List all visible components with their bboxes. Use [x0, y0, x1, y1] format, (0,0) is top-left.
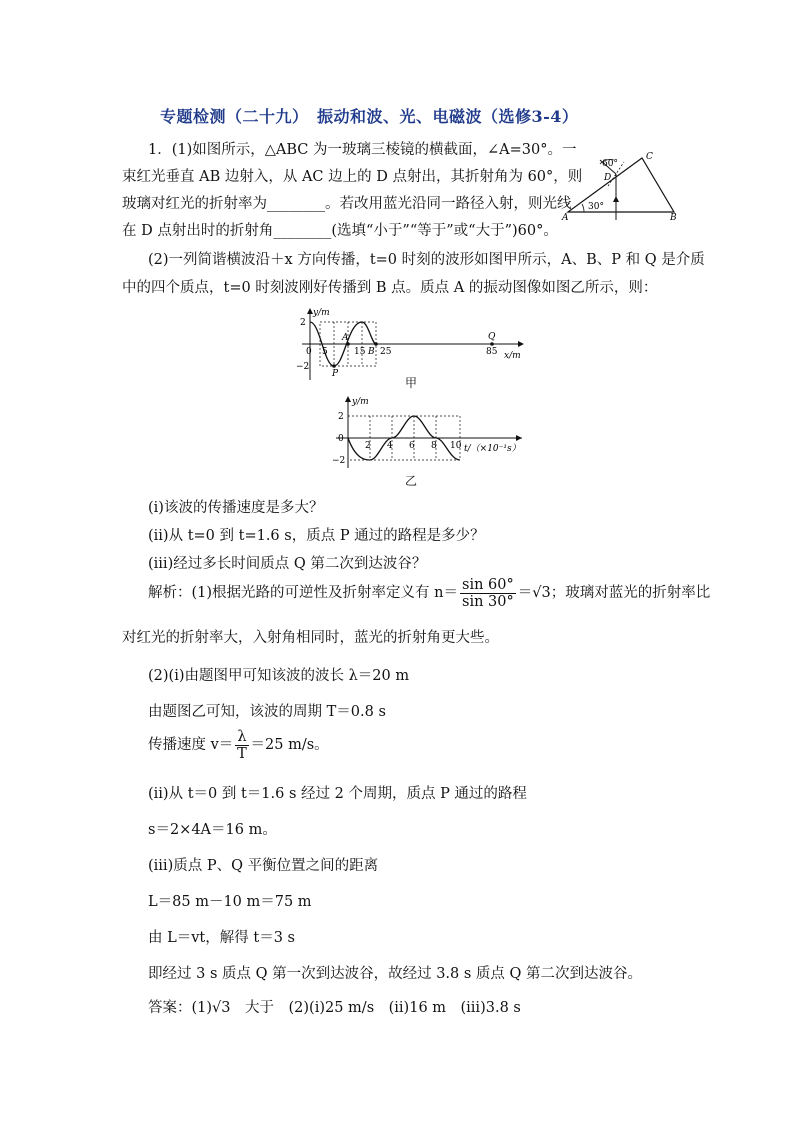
yi-ttick-8: 8 [431, 441, 437, 451]
jia-ytick-2: 2 [300, 318, 306, 328]
jia-xtick-15: 15 [354, 347, 366, 357]
yi-ytick-neg2: −2 [332, 456, 346, 466]
q1-line-2: 束红光垂直 AB 边射入，从 AC 边上的 D 点射出，其折射角为 60°，则 [122, 169, 583, 185]
yi-y-label: y/m [352, 397, 369, 407]
jia-xtick-5: 5 [322, 347, 328, 357]
fraction-lambda-num: λ [237, 728, 247, 745]
q1-line-6: 中的四个质点，t=0 时刻波刚好传播到 B 点。质点 A 的振动图像如图乙所示，则： [122, 280, 658, 296]
solution-line-9: 由 L＝vt，解得 t＝3 s [148, 930, 295, 946]
solution-line-8: L＝85 m－10 m＝75 m [148, 894, 312, 910]
fraction-lambda [235, 729, 248, 762]
solution-4-post: ＝25 m/s。 [250, 737, 329, 753]
jia-x-label: x/m [504, 351, 521, 361]
wave-figure-jia [296, 306, 526, 384]
answer-line: 答案：(1)√3 大于 (2)(ⅰ)25 m/s (ⅱ)16 m (ⅲ)3.8 s [148, 1000, 521, 1016]
solution-line-10: 即经过 3 s 质点 Q 第一次到达波谷，故经过 3.8 s 质点 Q 第二次到达波谷。 [148, 966, 643, 982]
solution-line-4 [148, 728, 329, 762]
point-b [374, 342, 378, 346]
yi-ytick-0: 0 [338, 434, 344, 444]
yi-ttick-6: 6 [409, 441, 415, 451]
incident-arrow [613, 196, 619, 202]
point-p [332, 364, 336, 368]
caption-jia: 甲 [405, 376, 418, 390]
prism-label-c: C [646, 152, 653, 162]
jia-label-a: A [342, 333, 349, 343]
q1-line-4: 在 D 点射出时的折射角________(选填“小于”“等于”或“大于”)60°。 [122, 223, 558, 239]
prism-label-b: B [670, 213, 677, 222]
solution-line-6: s＝2×4A＝16 m。 [148, 822, 277, 838]
sub-question-ii: (ⅱ)从 t=0 到 t=1.6 s，质点 P 通过的路程是多少？ [148, 528, 485, 544]
jia-ytick-neg2: −2 [296, 362, 310, 372]
q1-line-3: 玻璃对红光的折射率为________。若改用蓝光沿同一路径入射，则光线 [122, 196, 572, 212]
prism-triangle [568, 158, 674, 212]
solution-1-post: ＝√3；玻璃对蓝光的折射率比 [517, 585, 711, 601]
wave-figure-yi [326, 394, 526, 470]
yi-t-label: t/（×10⁻¹s） [464, 444, 521, 454]
solution-4-pre: 传播速度 v＝ [148, 737, 234, 753]
yi-ytick-2: 2 [338, 412, 344, 422]
solution-line-3: 由题图乙可知，该波的周期 T＝0.8 s [148, 704, 386, 720]
jia-label-p: P [332, 369, 339, 379]
fraction-sin-den: sin 30° [462, 593, 514, 610]
fraction-sin [460, 577, 516, 610]
solution-line-2: (2)(ⅰ)由题图甲可知该波的波长 λ＝20 m [148, 668, 410, 684]
solution-line-7: (ⅲ)质点 P、Q 平衡位置之间的距离 [148, 858, 379, 874]
angle-arc-a [582, 204, 584, 212]
page-title: 专题检测（二十九） 振动和波、光、电磁波（选修3-4） [160, 107, 579, 126]
prism-angle-30: 30° [588, 202, 604, 212]
yi-ttick-10: 10 [450, 441, 462, 451]
solution-1-pre: 解析：(1)根据光路的可逆性及折射率定义有 n＝ [148, 585, 458, 601]
jia-xtick-85: 85 [486, 347, 498, 357]
yi-ttick-2: 2 [365, 441, 371, 451]
jia-label-b: B [368, 347, 375, 357]
jia-label-q: Q [488, 332, 496, 342]
jia-xtick-0: 0 [306, 347, 312, 357]
prism-label-d: D [604, 173, 612, 183]
q1-line-1: 1．(1)如图所示，△ABC 为一玻璃三棱镜的横截面，∠A=30°。一 [148, 142, 577, 158]
solution-line-5: (ⅱ)从 t＝0 到 t＝1.6 s 经过 2 个周期，质点 P 通过的路程 [148, 786, 527, 802]
solution-line-1-cont: 对红光的折射率大，入射角相同时，蓝光的折射角更大些。 [122, 630, 499, 646]
prism-diagram [560, 150, 690, 222]
fraction-lambda-den: T [237, 745, 247, 762]
sub-question-iii: (ⅲ)经过多长时间质点 Q 第二次到达波谷？ [148, 556, 427, 572]
q1-line-5: (2)一列简谐横波沿＋x 方向传播，t=0 时刻的波形如图甲所示，A、B、P 和 Q 是介质 [148, 252, 705, 268]
solution-line-1 [148, 576, 710, 610]
jia-y-label: y/m [313, 308, 330, 318]
prism-label-a: A [562, 213, 569, 222]
point-q [490, 342, 494, 346]
yi-ttick-4: 4 [387, 441, 393, 451]
jia-xtick-25: 25 [380, 347, 392, 357]
sub-question-i: (ⅰ)该波的传播速度是多大？ [148, 500, 324, 516]
prism-angle-60: 60° [602, 159, 618, 169]
fraction-sin-num: sin 60° [462, 576, 514, 593]
caption-yi: 乙 [405, 474, 418, 488]
